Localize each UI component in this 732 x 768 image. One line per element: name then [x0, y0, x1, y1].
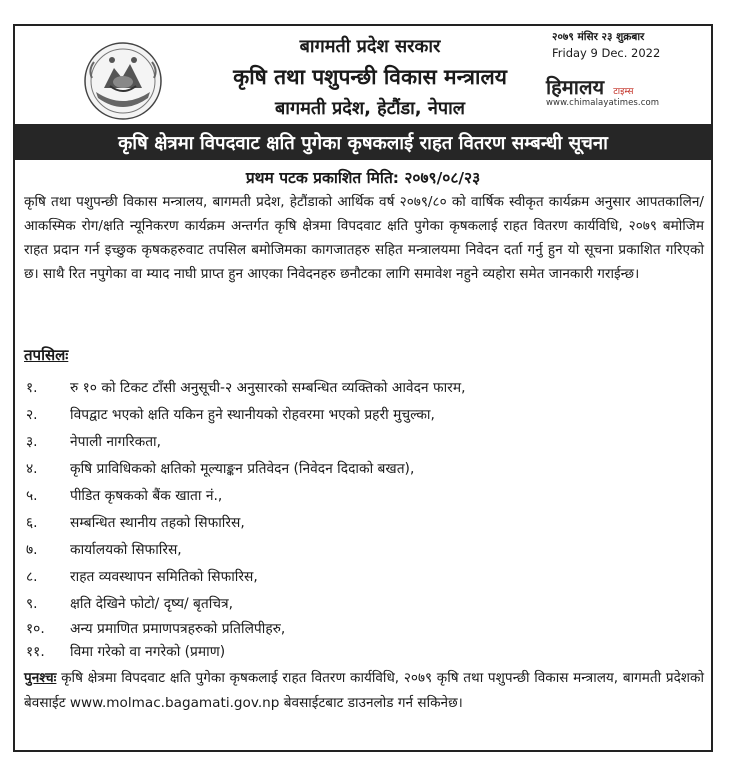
item-text: रु १० को टिकट टाँसी अनुसूची-२ अनुसारको सम्बन्धित व्यक्तिको आवेदन फारम, [70, 380, 466, 396]
list-item [26, 378, 465, 397]
list-item [26, 432, 161, 451]
item-text: विमा गरेको वा नगरेको (प्रमाण) [70, 644, 226, 660]
notice-title-banner [15, 124, 711, 160]
item-text: क्षति देखिने फोटो/ दृष्य/ बृतचित्र, [70, 596, 234, 612]
item-number: ७. [26, 542, 38, 558]
item-number: ९. [26, 596, 38, 612]
item-number: २. [26, 407, 38, 423]
list-item [26, 459, 414, 478]
list-item [26, 594, 233, 613]
item-number: ४. [26, 461, 38, 477]
publication-date-english: Friday 9 Dec. 2022 [552, 46, 661, 60]
himalaya-times-logo [546, 73, 686, 108]
list-item [26, 642, 225, 661]
item-text: कार्यालयको सिफारिस, [70, 542, 182, 558]
list-item [26, 540, 182, 559]
tapsil-heading: तपसिलः [24, 346, 69, 364]
postscript-note [24, 666, 704, 716]
postscript-label: पुनश्चः [24, 670, 57, 686]
nepal-government-emblem-icon [82, 40, 164, 122]
item-text: विपद्वाट भएको क्षति यकिन हुने स्थानीयको रोहवरमा भएको प्रहरी मुचुल्का, [70, 407, 435, 423]
list-item [26, 513, 245, 532]
logo-subtext: टाइम्स [613, 87, 634, 97]
ministry-address: बागमती प्रदेश, हेटौंडा, नेपाल [275, 98, 465, 119]
item-number: ६. [26, 515, 38, 531]
notice-title: कृषि क्षेत्रमा विपदवाट क्षति पुगेका कृषकलाई राहत वितरण सम्बन्धी सूचना [118, 132, 608, 154]
notice-body: कृषि तथा पशुपन्छी विकास मन्त्रालय, बागमती प्रदेश, हेटौंडाको आर्थिक वर्ष २०७९/८० को वार्षिक स्वीकृत कार्यक्रम अनुसार आपतकालिन/आकस्मिक रोग/क्षति न्यूनिकरण कार्यक्रम अन्तर्गत कृषि क्षेत्रमा विपदवाट क्षति पुगेका कृषकलाई राहत वितरण कार्यविधि, २०७९ बमोजिम राहत प्रदान गर्न इच्छुक कृषकहरुवाट तपसिल बमोजिमका कागजातहरु सहित मन्त्रालयमा निवेदन दर्ता गर्नु हुन यो सूचना प्रकाशित गरिएको छ। साथै रित नपुगेका वा म्याद नाघी प्राप्त हुन आएका निवेदनहरु छनौटका लागि समावेश नहुने व्यहोरा समेत जानकारी गराईन्छ। [24, 194, 704, 282]
list-item [26, 405, 435, 424]
item-text: अन्य प्रमाणित प्रमाणपत्रहरुको प्रतिलिपीहरु, [70, 621, 286, 637]
item-number: १०. [26, 621, 45, 637]
postscript-text: कृषि क्षेत्रमा विपदवाट क्षति पुगेका कृषकलाई राहत वितरण कार्यविधि, २०७९ कृषि तथा पशुपन्छी विकास मन्त्रालय, बागमती प्रदेशको बेवसाईट www.molmac.bagamati.gov.np बेवसाईटबाट डाउनलोड गर्न सकिनेछ। [24, 670, 704, 711]
published-date: प्रथम पटक प्रकाशित मिति: २०७९/०८/२३ [245, 169, 481, 187]
item-number: ८. [26, 569, 38, 585]
item-text: पीडित कृषकको बैंक खाता नं., [70, 488, 223, 504]
item-text: नेपाली नागरिकता, [70, 434, 162, 450]
publication-date-nepali: २०७९ मंसिर २३ शुक्रबार [552, 31, 645, 43]
ministry-title: कृषि तथा पशुपन्छी विकास मन्त्रालय [233, 65, 507, 89]
list-item [26, 619, 285, 638]
item-number: ३. [26, 434, 38, 450]
item-number: ११. [26, 644, 45, 660]
logo-url: www.chimalayatimes.com [546, 98, 660, 108]
item-text: कृषि प्राविधिकको क्षतिको मूल्याङ्कन प्रतिवेदन (निवेदन दिदाको बखत), [70, 461, 415, 477]
item-text: राहत व्यवस्थापन समितिको सिफारिस, [70, 569, 258, 585]
logo-name: हिमालय [546, 75, 605, 99]
government-title: बागमती प्रदेश सरकार [299, 36, 441, 57]
list-item [26, 567, 258, 586]
item-number: १. [26, 380, 38, 396]
item-number: ५. [26, 488, 38, 504]
list-item [26, 486, 222, 505]
item-text: सम्बन्धित स्थानीय तहको सिफारिस, [70, 515, 245, 531]
